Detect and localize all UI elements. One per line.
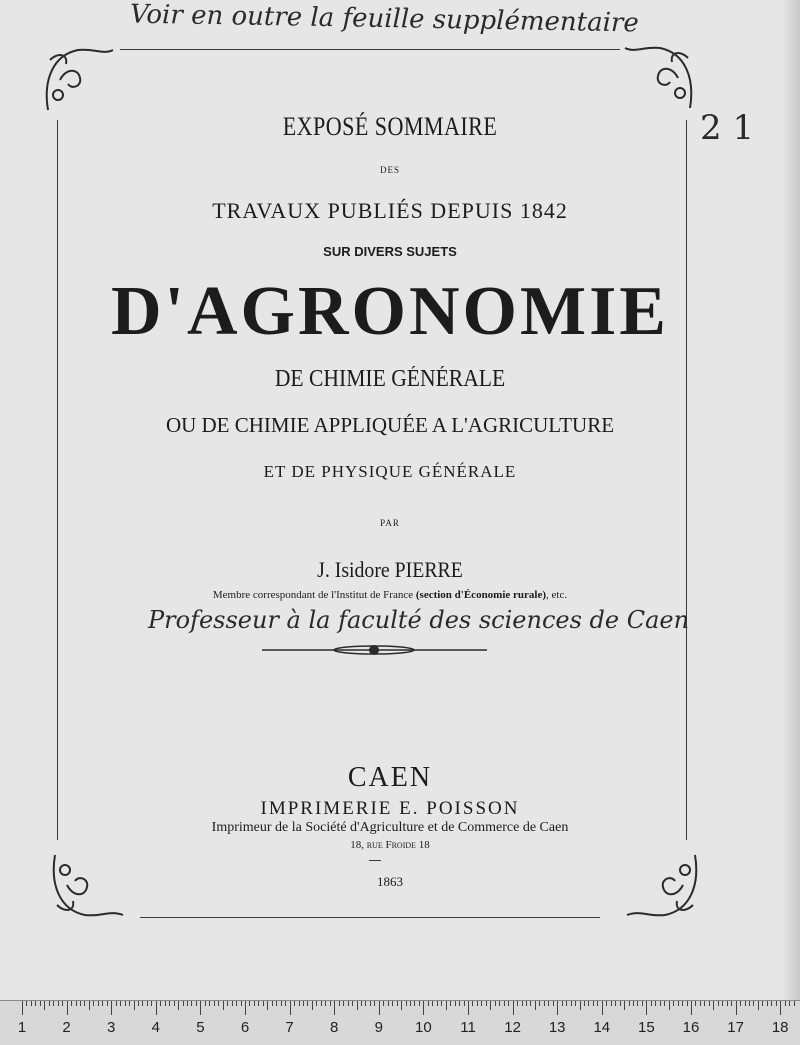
ruler-tick (227, 1001, 228, 1006)
ruler-tick (593, 1001, 594, 1006)
ruler-tick (468, 1001, 469, 1015)
ruler-tick (187, 1001, 188, 1006)
ruler-tick (428, 1001, 429, 1006)
ruler-tick (495, 1001, 496, 1006)
ruler-tick (361, 1001, 362, 1006)
imprint-year: 1863 (377, 874, 403, 889)
ruler-tick (281, 1001, 282, 1006)
ruler-number: 2 (62, 1019, 71, 1036)
ruler-tick (249, 1001, 250, 1006)
ruler-tick (740, 1001, 741, 1006)
ruler-tick (267, 1001, 268, 1010)
ruler-tick (254, 1001, 255, 1006)
ruler-tick (200, 1001, 201, 1015)
ruler-tick (450, 1001, 451, 1006)
ruler-tick (392, 1001, 393, 1006)
ruler-tick (446, 1001, 447, 1010)
ruler-number: 6 (240, 1019, 250, 1036)
ruler-tick (530, 1001, 531, 1006)
ruler-tick (196, 1001, 197, 1006)
ruler-tick (191, 1001, 192, 1006)
ruler-number: 5 (196, 1019, 205, 1036)
ruler-tick (379, 1001, 380, 1015)
affiliation-suffix: , etc. (546, 589, 568, 601)
ruler-tick (678, 1001, 679, 1006)
ruler-tick (557, 1001, 558, 1015)
title-line-appliquee: OU DE CHIMIE APPLIQUÉE A L'AGRICULTURE (165, 413, 615, 437)
ruler-tick (713, 1001, 714, 1010)
ruler-tick (472, 1001, 473, 1006)
imprint-printer-role: Imprimeur de la Société d'Agriculture et de Commerce de Caen (211, 820, 569, 835)
ruler-tick (169, 1001, 170, 1006)
ruler-tick (325, 1001, 326, 1006)
ruler-tick (736, 1001, 737, 1015)
ruler-tick (365, 1001, 366, 1006)
handwritten-margin-number: 2 1 (700, 108, 755, 148)
ruler-tick (205, 1001, 206, 1006)
ruler-number: 4 (151, 1019, 160, 1036)
ruler-tick (93, 1001, 94, 1006)
ruler-tick (276, 1001, 277, 1006)
ruler-tick (522, 1001, 523, 1006)
ruler-number: 13 (548, 1019, 566, 1036)
ornament-corner-top-left (38, 40, 118, 120)
ruler-tick (588, 1001, 589, 1006)
ruler-tick (414, 1001, 415, 1006)
ruler-tick (307, 1001, 308, 1006)
ruler-tick (629, 1001, 630, 1006)
ruler-tick (517, 1001, 518, 1006)
ruler-tick (455, 1001, 456, 1006)
ruler-tick (620, 1001, 621, 1006)
ruler-tick (575, 1001, 576, 1006)
ruler-tick (655, 1001, 656, 1006)
ruler-tick (223, 1001, 224, 1010)
ruler-tick (504, 1001, 505, 1006)
ruler-tick (499, 1001, 500, 1006)
frame-top-line (120, 49, 620, 50)
title-line-par: PAR (380, 518, 400, 528)
ruler-tick (602, 1001, 603, 1015)
ruler-tick (147, 1001, 148, 1006)
ruler-tick (236, 1001, 237, 1006)
ruler-tick (437, 1001, 438, 1006)
ruler-tick (749, 1001, 750, 1006)
ruler-tick (566, 1001, 567, 1006)
affiliation-prefix: Membre correspondant de l'Institut de France (212, 589, 414, 601)
ruler-tick (624, 1001, 625, 1010)
ruler-tick (26, 1001, 27, 1006)
ruler-tick (134, 1001, 135, 1010)
ruler-number: 9 (374, 1019, 383, 1036)
ruler-tick (481, 1001, 482, 1006)
ruler-tick (120, 1001, 121, 1006)
ruler-tick (383, 1001, 384, 1006)
frame-bottom-line (140, 917, 600, 918)
ruler-tick (165, 1001, 166, 1006)
ruler-tick (53, 1001, 54, 1006)
imprint-city: CAEN (347, 762, 433, 793)
ruler-tick (432, 1001, 433, 1006)
ruler-tick (76, 1001, 77, 1006)
ruler-tick (339, 1001, 340, 1006)
ruler-tick (718, 1001, 719, 1006)
ruler-tick (44, 1001, 45, 1010)
ruler-tick (178, 1001, 179, 1010)
ruler-tick (771, 1001, 772, 1006)
ruler-tick (477, 1001, 478, 1006)
ruler-tick (160, 1001, 161, 1006)
title-line-physique: ET DE PHYSIQUE GÉNÉRALE (263, 462, 517, 481)
ruler-tick (67, 1001, 68, 1015)
ruler-tick (580, 1001, 581, 1010)
ruler-tick (615, 1001, 616, 1006)
ruler-tick (651, 1001, 652, 1006)
ruler-tick (84, 1001, 85, 1006)
imprint-small-rule (369, 860, 381, 861)
ruler-tick (539, 1001, 540, 1006)
ruler-tick (330, 1001, 331, 1006)
ruler-tick (745, 1001, 746, 1006)
ruler-tick (406, 1001, 407, 1006)
ruler-number: 7 (285, 1019, 294, 1036)
ruler-tick (611, 1001, 612, 1006)
ruler-tick (49, 1001, 50, 1006)
ruler-tick (111, 1001, 112, 1015)
ruler-tick (401, 1001, 402, 1010)
ruler-tick (508, 1001, 509, 1006)
ruler-tick (633, 1001, 634, 1006)
ruler-tick (673, 1001, 674, 1006)
ruler-tick (151, 1001, 152, 1006)
ruler-tick (753, 1001, 754, 1006)
imprint-address: 18, rue Froide 18 (350, 839, 430, 851)
ruler-tick (22, 1001, 23, 1015)
author-name: J. Isidore PIERRE (317, 557, 463, 582)
ruler-tick (352, 1001, 353, 1006)
ruler-tick (664, 1001, 665, 1006)
ruler-tick (423, 1001, 424, 1015)
ruler-tick (241, 1001, 242, 1006)
ruler-tick (272, 1001, 273, 1006)
ruler-number: 10 (415, 1019, 432, 1036)
title-line-chimie: DE CHIMIE GÉNÉRALE (274, 366, 506, 392)
ruler-tick (214, 1001, 215, 1006)
measuring-ruler (0, 1000, 800, 1045)
ruler-tick (285, 1001, 286, 1006)
ruler-tick (258, 1001, 259, 1006)
ruler-tick (138, 1001, 139, 1006)
author-affiliation (0, 589, 780, 601)
handwritten-top-note: Voir en outre la feuille supplémentaire (129, 0, 639, 39)
ruler-tick (129, 1001, 130, 1006)
ruler-tick (731, 1001, 732, 1006)
handwritten-affiliation-note: Professeur à la faculté des sciences de Caen (148, 606, 690, 634)
decorative-rule (262, 642, 487, 658)
ruler-tick (299, 1001, 300, 1006)
ruler-tick (776, 1001, 777, 1006)
ruler-tick (459, 1001, 460, 1006)
ruler-tick (156, 1001, 157, 1015)
ruler-tick (562, 1001, 563, 1006)
ruler-tick (388, 1001, 389, 1006)
imprint-printer: IMPRIMERIE E. POISSON (260, 798, 520, 819)
ruler-tick (526, 1001, 527, 1006)
ruler-tick (343, 1001, 344, 1006)
ruler-number: 17 (727, 1019, 744, 1036)
ruler-tick (571, 1001, 572, 1006)
ruler-tick (218, 1001, 219, 1006)
ruler-tick (606, 1001, 607, 1006)
ruler-tick (637, 1001, 638, 1006)
ruler-tick (35, 1001, 36, 1006)
page-edge-shadow (782, 0, 800, 1000)
ruler-tick (513, 1001, 514, 1015)
ruler-tick (125, 1001, 126, 1006)
ruler-tick (464, 1001, 465, 1006)
ruler-tick (758, 1001, 759, 1010)
ruler-number: 18 (771, 1019, 789, 1036)
ruler-tick (348, 1001, 349, 1006)
ruler-tick (102, 1001, 103, 1006)
ruler-tick (183, 1001, 184, 1006)
ruler-tick (695, 1001, 696, 1006)
ruler-tick (722, 1001, 723, 1006)
ruler-tick (691, 1001, 692, 1015)
ruler-tick (486, 1001, 487, 1006)
ruler-tick (709, 1001, 710, 1006)
ruler-tick (71, 1001, 72, 1006)
ruler-number: 11 (460, 1019, 476, 1036)
ruler-tick (419, 1001, 420, 1006)
ruler-tick (646, 1001, 647, 1015)
ruler-tick (553, 1001, 554, 1006)
ornament-corner-top-right (620, 38, 700, 118)
ruler-number: 12 (504, 1019, 521, 1036)
ruler-tick (780, 1001, 781, 1015)
ruler-tick (682, 1001, 683, 1006)
title-line-travaux: TRAVAUX PUBLIÉS DEPUIS 1842 (212, 198, 568, 223)
ruler-tick (290, 1001, 291, 1015)
ruler-tick (704, 1001, 705, 1006)
ruler-tick (642, 1001, 643, 1006)
ruler-tick (669, 1001, 670, 1010)
ruler-tick (490, 1001, 491, 1010)
ruler-tick (597, 1001, 598, 1006)
ruler-tick (441, 1001, 442, 1006)
ruler-tick (700, 1001, 701, 1006)
ruler-tick (334, 1001, 335, 1015)
ruler-number: 3 (107, 1019, 116, 1036)
ruler-tick (584, 1001, 585, 1006)
ruler-tick (40, 1001, 41, 1006)
ruler-tick (660, 1001, 661, 1006)
title-line-des: DES (379, 165, 400, 175)
ruler-number: 15 (638, 1019, 655, 1036)
ruler-number: 8 (330, 1019, 339, 1036)
ruler-tick (767, 1001, 768, 1006)
ruler-tick (727, 1001, 728, 1006)
ruler-tick (397, 1001, 398, 1006)
ruler-tick (174, 1001, 175, 1006)
ruler-number: 1 (17, 1019, 27, 1036)
ruler-tick (107, 1001, 108, 1006)
ruler-tick (789, 1001, 790, 1006)
ruler-tick (312, 1001, 313, 1010)
ruler-tick (370, 1001, 371, 1006)
ruler-tick (294, 1001, 295, 1006)
ruler-tick (785, 1001, 786, 1006)
ruler-tick (31, 1001, 32, 1006)
ruler-number: 14 (593, 1019, 611, 1036)
ruler-tick (548, 1001, 549, 1006)
title-line-sujets: SUR DIVERS SUJETS (323, 244, 457, 259)
ruler-tick (794, 1001, 795, 1006)
ruler-tick (245, 1001, 246, 1015)
ruler-tick (116, 1001, 117, 1006)
ruler-tick (232, 1001, 233, 1006)
ruler-tick (535, 1001, 536, 1010)
ruler-tick (762, 1001, 763, 1006)
title-line-expose: EXPOSÉ SOMMAIRE (282, 112, 498, 141)
ruler-tick (58, 1001, 59, 1006)
ruler-tick (89, 1001, 90, 1010)
ruler-tick (98, 1001, 99, 1006)
ruler-tick (209, 1001, 210, 1006)
main-title: D'AGRONOMIE (111, 273, 669, 350)
ruler-tick (62, 1001, 63, 1006)
ruler-tick (80, 1001, 81, 1006)
ruler-number: 16 (682, 1019, 700, 1036)
ruler-tick (410, 1001, 411, 1006)
ruler-tick (374, 1001, 375, 1006)
ruler-tick (316, 1001, 317, 1006)
affiliation-section: (section d'Économie rurale) (415, 589, 547, 601)
ruler-tick (544, 1001, 545, 1006)
ruler-tick (303, 1001, 304, 1006)
ruler-tick (142, 1001, 143, 1006)
ruler-tick (357, 1001, 358, 1010)
ruler-tick (263, 1001, 264, 1006)
ruler-tick (321, 1001, 322, 1006)
ruler-tick (687, 1001, 688, 1006)
